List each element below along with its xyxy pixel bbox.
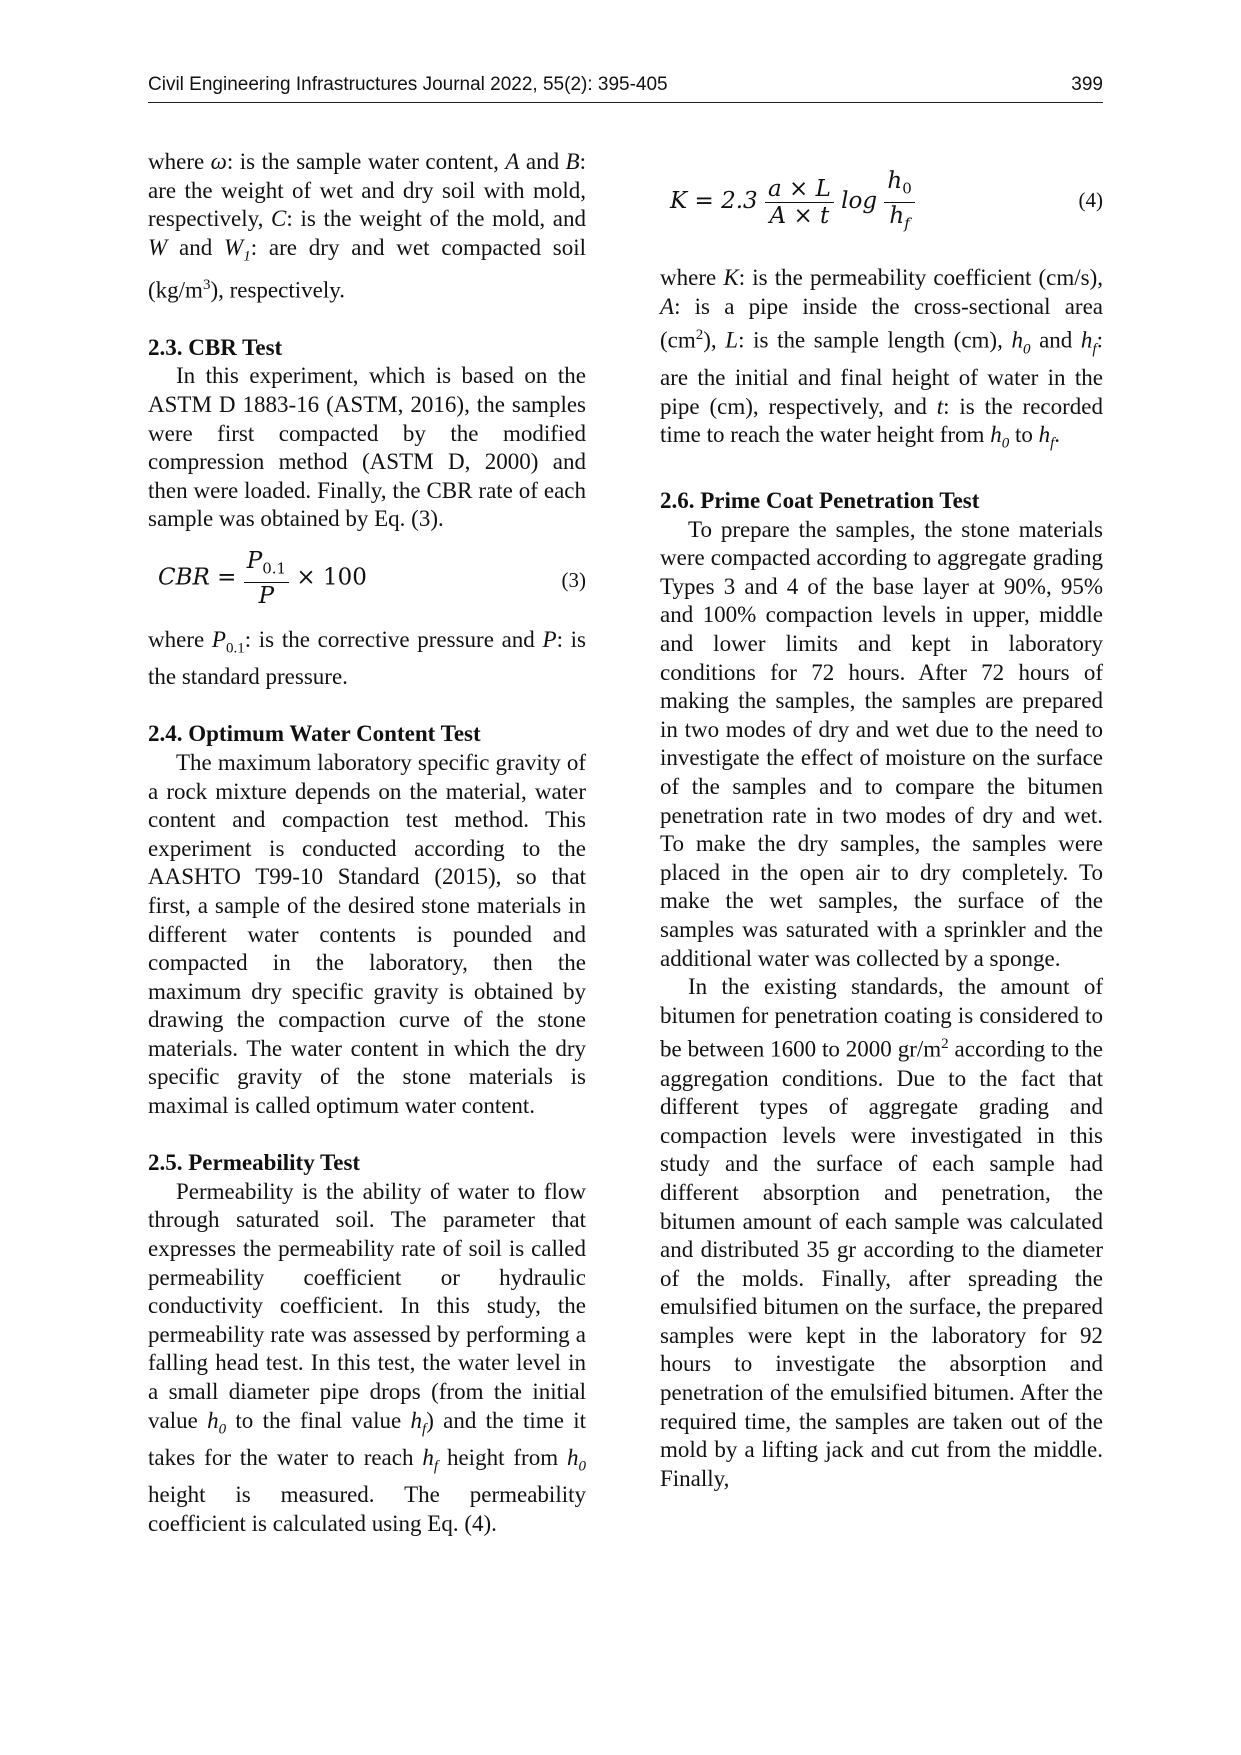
page-number: 399	[1071, 74, 1103, 95]
running-header	[148, 72, 1103, 103]
section-heading-cbr: 2.3. CBR Test	[148, 334, 283, 360]
eq4-fraction-2: $\frac{h_0}{h_f}$	[884, 168, 914, 236]
eq4-fraction-1: $\frac{a \times L}{A \times t}$	[765, 176, 834, 229]
section-heading-prime-coat: 2.6. Prime Coat Penetration Test	[660, 488, 980, 513]
equation-4-label: (4)	[1078, 188, 1103, 212]
equation-3-label: (3)	[561, 567, 586, 592]
cbr-where-paragraph: where $P_{0.1}$: is the corrective pressure and P: is the standard pressure.	[148, 626, 587, 690]
section-heading-owc: 2.4. Optimum Water Content Test	[148, 721, 481, 747]
owc-paragraph: The maximum laboratory specific gravity of a rock mixture depends on the material, water content and compaction test method. This experiment is conducted according to the AASHTO T99-10 Standard (2015), so that first, a sample of the desired stone materials in different water contents is pounded and compacted in the laboratory, then the maximum dry specific gravity is obtained by drawing the compaction curve of the stone materials. The water content in which the dry specific gravity of the stone materials is maximal is called optimum water content.	[148, 749, 586, 1119]
equation-4: K = 2.3 $\frac{a \times L}{A \times t}$ log $\frac{h_0}{h_f}$ (4)	[660, 168, 1103, 264]
eq4-where-paragraph: where K: is the permeability coefficient (cm/s), A: is a pipe inside the cross-sectional area $(cm^2)$, L: is the sample length (cm), $h_0$ and $h_f$: are the initial and final height of water in the pipe (cm), respectively, and t: is the recorded time to reach the water height from $h_0$ to $h_f$.	[660, 265, 1104, 452]
equation-3: CBR = $\frac{P_{0.1}}{P}$ × 100 (3)	[158, 547, 586, 609]
left-column	[148, 148, 586, 1538]
prime-coat-paragraph-1: To prepare the samples, the stone materials were compacted according to aggregate grading Types 3 and 4 of the base layer at 90%, 95% and 100% compaction levels in upper, middle and lower limits and kept in laboratory conditions for 72 hours. After 72 hours of making the samples, the samples are prepared in two modes of dry and wet due to the need to investigate the effect of moisture on the surface of the samples and to compare the bitumen penetration rate in two modes of dry and wet. To make the dry samples, the samples were placed in the open air to dry completely. To make the wet samples, the surface of the samples was saturated with a sprinkler and the additional water was collected by a sponge.	[660, 516, 1103, 971]
prime-coat-paragraph-2: In the existing standards, the amount of bitumen for penetration coating is considered to be between 1600 to 2000 $gr/m^2$ according to the aggregation conditions. Due to the fact that different types of aggregate grading and compaction levels were investigated in this study and the surface of each sample had different absorption and penetration, the bitumen amount of each sample was calculated and distributed 35 gr according to the diameter of the molds. Finally, after spreading the emulsified bitumen on the surface, the prepared samples were kept in the laboratory for 92 hours to investigate the absorption and penetration of the emulsified bitumen. After the required time, the samples are taken out of the mold by a lifting jack and cut from the middle. Finally,	[660, 974, 1103, 1491]
right-column	[660, 148, 1103, 1493]
cbr-paragraph: In this experiment, which is based on the ASTM D 1883-16 (ASTM, 2016), the samples were first compacted by the modified compression method (ASTM D, 2000) and then were loaded. Finally, the CBR rate of each sample was obtained by Eq. (3).	[148, 363, 586, 532]
permeability-paragraph: Permeability is the ability of water to flow through saturated soil. The parameter that expresses the permeability rate of soil is called permeability coefficient or hydraulic conductivity coefficient. In this study, the permeability rate was assessed by performing a falling head test. In this test, the water level in a small diameter pipe drops (from the initial value $h_0$ to the final value $h_f$) and the time it takes for the water to reach $h_f$ height from $h_0$ height is measured. The permeability coefficient is calculated using Eq. (4).	[148, 1178, 586, 1536]
section-heading-permeability: 2.5. Permeability Test	[148, 1150, 361, 1176]
cbr-fraction: $\frac{P_{0.1}}{P}$	[244, 548, 289, 609]
journal-citation: Civil Engineering Infrastructures Journal 2022, 55(2): 395-405	[148, 74, 668, 95]
intro-paragraph: where ω: is the sample water content, A and B: are the weight of wet and dry soil with mold, respectively, C: is the weight of the mold, and W and $W_1$: are dry and wet compacted soil $(kg/m^3)$, respectively.	[148, 149, 587, 303]
